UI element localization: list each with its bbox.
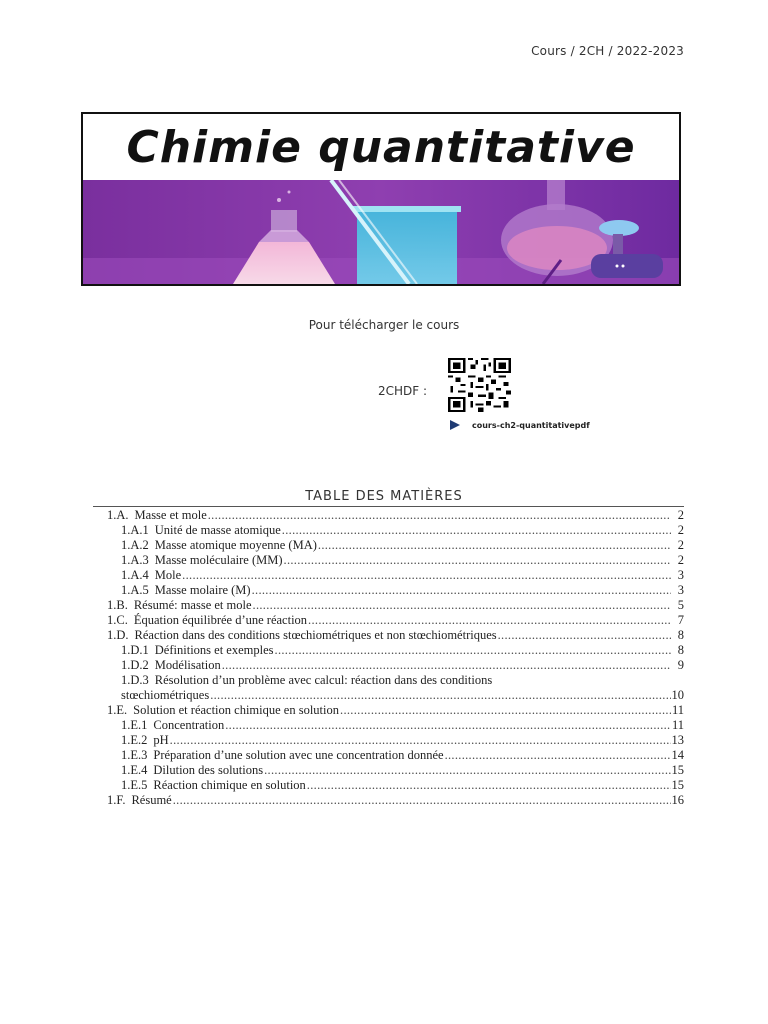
toc-entry[interactable]: 1.E.5 Réaction chimique en solution ..... 15 <box>93 778 684 793</box>
download-link[interactable] <box>450 420 590 430</box>
toc-entry[interactable]: 1.A.3 Masse moléculaire (MM) ..... 2 <box>93 553 684 568</box>
toc-entry[interactable]: 1.D.1 Définitions et exemples ..... 8 <box>93 643 684 658</box>
toc-entry[interactable]: 1.F. Résumé ..... 16 <box>93 793 684 808</box>
lab-glassware-illustration <box>83 180 679 284</box>
course-reference: Cours / 2CH / 2022-2023 <box>531 44 684 58</box>
toc-entry[interactable]: 1.A.1 Unité de masse atomique ..... 2 <box>93 523 684 538</box>
qr-code[interactable] <box>448 358 511 412</box>
file-name[interactable]: cours-ch2-quantitativepdf <box>472 420 590 430</box>
play-arrow-icon <box>450 420 460 430</box>
title-banner <box>81 112 681 286</box>
document-title: Chimie quantitative <box>126 121 636 173</box>
toc-entry[interactable]: 1.A.2 Masse atomique moyenne (MA) ..... 2 <box>93 538 684 553</box>
qr-label: 2CHDF : <box>378 384 428 398</box>
table-of-contents <box>93 508 684 808</box>
toc-entry[interactable]: 1.A.4 Mole ..... 3 <box>93 568 684 583</box>
toc-divider <box>93 506 684 507</box>
toc-entry[interactable]: 1.B. Résumé: masse et mole ..... 5 <box>93 598 684 613</box>
toc-entry[interactable]: 1.E.1 Concentration ..... 11 <box>93 718 684 733</box>
toc-entry[interactable]: 1.D. Réaction dans des conditions stœchiométriques et non stœchiométriques ..... 8 <box>93 628 684 643</box>
toc-entry[interactable]: 1.E.3 Préparation d’une solution avec une concentration donnée ..... 14 <box>93 748 684 763</box>
toc-title: TABLE DES MATIÈRES <box>305 489 463 504</box>
toc-entry[interactable]: 1.C. Équation équilibrée d’une réaction ..... 7 <box>93 613 684 628</box>
toc-entry[interactable]: 1.E. Solution et réaction chimique en solution ..... 11 <box>93 703 684 718</box>
toc-entry[interactable]: 1.A.5 Masse molaire (M) ..... 3 <box>93 583 684 598</box>
toc-entry[interactable]: 1.D.2 Modélisation ..... 9 <box>93 658 684 673</box>
toc-entry[interactable]: 1.E.4 Dilution des solutions ..... 15 <box>93 763 684 778</box>
download-label: Pour télécharger le cours <box>308 318 460 332</box>
toc-entry[interactable]: 1.E.2 pH ..... 13 <box>93 733 684 748</box>
toc-entry-continuation[interactable]: stœchiométriques ..... 10 <box>93 688 684 703</box>
toc-entry[interactable]: 1.A. Masse et mole ..... 2 <box>93 508 684 523</box>
toc-entry[interactable]: 1.D.3 Résolution d’un problème avec calcul: réaction dans des conditions <box>121 673 493 687</box>
